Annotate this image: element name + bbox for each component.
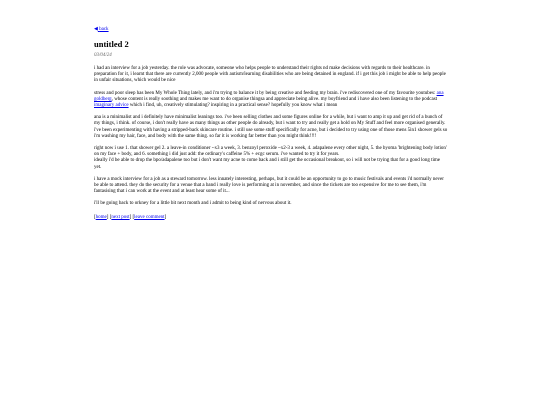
post-paragraph-6: i'll be going back to orkney for a little bit next month and i admit to being kind of nervous about it. bbox=[94, 201, 292, 207]
post-date: 03/04/24 bbox=[94, 53, 112, 58]
post-paragraph-2 bbox=[94, 91, 448, 110]
post-paragraph-1: i had an interview for a job yesterday. the role was advocate, someone who helps people to understand their rights nd make decisions with regards to their healthcare. in preparation for it, i learnt that there are currently 2,000 people with autism/learning disabilities who are being detained in england. if i get this job i might be able to help people in unfair situations, which would be nice bbox=[94, 66, 446, 84]
back-arrow-icon: ◀ bbox=[94, 27, 98, 32]
post-page bbox=[94, 26, 448, 221]
post-title: untitled 2 bbox=[94, 39, 129, 49]
post-paragraph-4 bbox=[94, 146, 448, 171]
post-footer-nav: [home] [next post] [leave comment] bbox=[94, 214, 167, 220]
post-paragraph-5: i have a mock interview for a job as a steward tomorrow. less innately interesting, perhaps, but it could be an opportunity to go to music festivals and events i'd normally never be able to attend. they do the security for a venue that a band i really love is performing at in november, and since the tickets are too expensive for me to see them, i'm fantasising that i can work at the event and at least hear some of it... bbox=[94, 176, 444, 195]
paragraph-4-line-2: ideally i'd be able to drop the bpo/adapalene too but i don't want my acne to come back and i still get the occasional breakout, so i will not be trying that for a good long time yet. bbox=[94, 158, 441, 170]
paragraph-2-text-c: which i find, uh, creatively stimulating? inspiring in a practical sense? hopefully you know what i mean bbox=[128, 103, 338, 109]
next-post-link[interactable]: next post bbox=[111, 214, 130, 220]
paragraph-2-text-b: , whose content is really soothing and makes me want to do organise thingsa and appreciate being alive. my boyfriend and i have also been listening to the podcast bbox=[111, 96, 438, 102]
back-link[interactable] bbox=[94, 26, 448, 33]
back-link-label: back bbox=[99, 27, 109, 32]
home-link[interactable]: home bbox=[95, 214, 107, 220]
paragraph-4-line-1: right now i use 1. that shower gel 2. a leave-in conditioner ~x3 a week, 3. benzoyl peroxide ~x2-3 a week, 4. adapalene every other night, 5. the byoma 'brightening body lotion' on my face + body, and 6. something i did just add: the ordinary's caffeine 5% + ecgc serum. i've wanted to try it for years. bbox=[94, 146, 447, 158]
paragraph-2-text-a: stress and poor sleep has been My Whole Thing lately, and i'm trying to balance it by being creative and feeding my brain. i've rediscovered one of my favourite youtubes: bbox=[94, 90, 437, 96]
ana-goldberg-link[interactable]: ana goldberg bbox=[94, 90, 444, 102]
imaginary-advice-link[interactable]: imaginary advice bbox=[94, 103, 129, 109]
leave-comment-link[interactable]: leave comment bbox=[134, 214, 165, 220]
post-paragraph-3: ana is a minimalist and i definitely have minimalist leanings too. i've been selling clothes and some figures online for a while, but i want to amp it up and get rid of a bunch of my things, i think. of course, i don't really have as many things as other people do already, but i want to try and really get a hold on My Stuff and feel more organised generally. i've been experimenting with having a stripped-back skincare routine. i still use some stuff specifically for acne, but i decided to try using one of those mens 5in1 shower gels so i'm washing my hair, face, and body with the same thing. so far it is working far better than you might think!!!! bbox=[94, 115, 448, 139]
